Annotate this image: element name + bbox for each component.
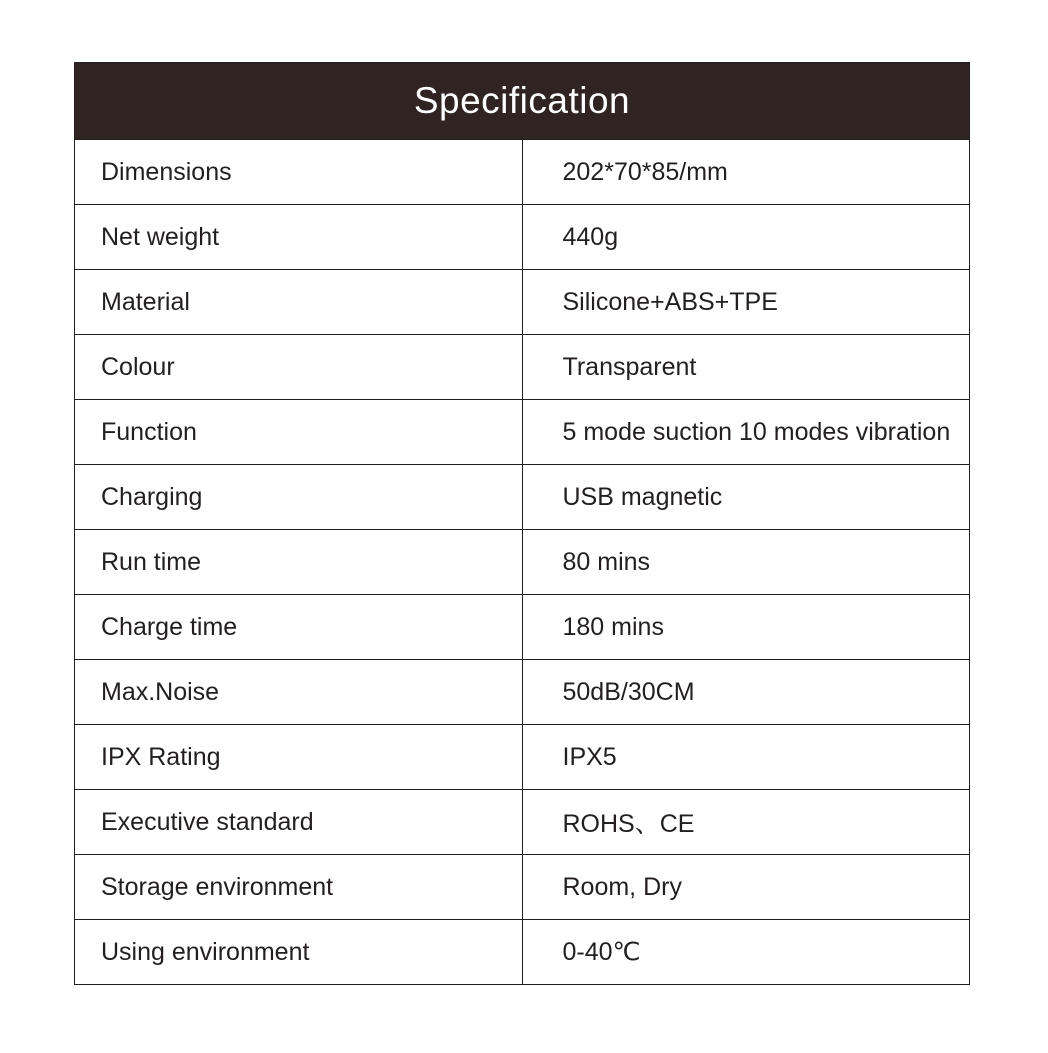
- table-row: [75, 530, 970, 595]
- spec-label: Executive standard: [75, 790, 523, 855]
- spec-value: 5 mode suction 10 modes vibration: [522, 400, 970, 465]
- spec-label: Charge time: [75, 595, 523, 660]
- spec-value: 440g: [522, 205, 970, 270]
- spec-value: Transparent: [522, 335, 970, 400]
- spec-label: Function: [75, 400, 523, 465]
- specification-table: [74, 62, 970, 985]
- table-row: [75, 920, 970, 985]
- spec-value: 202*70*85/mm: [522, 140, 970, 205]
- table-row: [75, 465, 970, 530]
- table-row: [75, 855, 970, 920]
- spec-value: 80 mins: [522, 530, 970, 595]
- spec-label: Using environment: [75, 920, 523, 985]
- spec-label: Dimensions: [75, 140, 523, 205]
- table-row: [75, 140, 970, 205]
- table-row: [75, 790, 970, 855]
- table-header-row: [75, 63, 970, 140]
- table-row: [75, 335, 970, 400]
- spec-value: 0-40℃: [522, 920, 970, 985]
- table-row: [75, 205, 970, 270]
- spec-value: USB magnetic: [522, 465, 970, 530]
- spec-value: IPX5: [522, 725, 970, 790]
- spec-value: Room, Dry: [522, 855, 970, 920]
- table-body: [75, 140, 970, 985]
- spec-value: 180 mins: [522, 595, 970, 660]
- table-row: [75, 400, 970, 465]
- spec-label: Max.Noise: [75, 660, 523, 725]
- table-row: [75, 660, 970, 725]
- spec-label: IPX Rating: [75, 725, 523, 790]
- spec-label: Material: [75, 270, 523, 335]
- specification-sheet: [74, 62, 970, 985]
- spec-value: ROHS、CE: [522, 790, 970, 855]
- spec-label: Colour: [75, 335, 523, 400]
- spec-value: Silicone+ABS+TPE: [522, 270, 970, 335]
- spec-value: 50dB/30CM: [522, 660, 970, 725]
- table-row: [75, 725, 970, 790]
- table-title: Specification: [75, 63, 970, 140]
- table-row: [75, 595, 970, 660]
- spec-label: Charging: [75, 465, 523, 530]
- spec-label: Net weight: [75, 205, 523, 270]
- spec-label: Run time: [75, 530, 523, 595]
- table-row: [75, 270, 970, 335]
- spec-label: Storage environment: [75, 855, 523, 920]
